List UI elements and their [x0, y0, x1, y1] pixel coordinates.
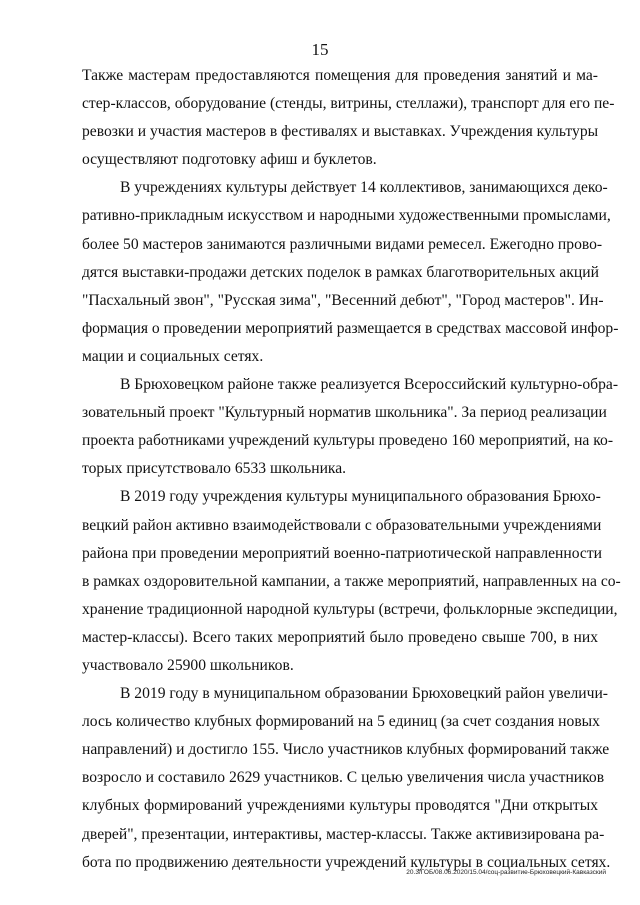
text-line: В 2019 году учреждения культуры муниципального образования Брюхо- — [120, 488, 601, 506]
text-line: дятся выставки-продажи детских поделок в рамках благотворительных акций — [82, 263, 599, 281]
text-line: района при проведении мероприятий военно-патриотической направленности — [82, 544, 603, 562]
text-line: участвовало 25900 школьников. — [82, 656, 294, 674]
text-line: дверей", презентации, интерактивы, мастер-классы. Также активизирована ра- — [82, 825, 605, 843]
text-line: более 50 мастеров занимаются различными видами ремесел. Ежегодно прово- — [82, 235, 603, 253]
text-line: Также мастерам предоставляются помещения для проведения занятий и ма- — [82, 67, 598, 84]
text-line: зовательный проект "Культурный норматив школьника". За период реализации — [82, 404, 607, 422]
text-line: проекта работниками учреждений культуры проведено 160 мероприятий, на ко- — [82, 432, 614, 450]
paragraph — [82, 371, 619, 483]
text-line: В 2019 году в муниципальном образовании Брюховецкий район увеличи- — [120, 685, 609, 703]
text-line: "Пасхальный звон", "Русская зима", "Весенний дебют", "Город мастеров". Ин- — [82, 291, 604, 309]
paragraph — [82, 680, 611, 877]
paragraph — [82, 174, 619, 371]
text-line: бота по продвижению деятельности учреждений культуры в социальных сетях. — [82, 853, 611, 871]
paragraph — [82, 62, 615, 174]
text-line: возросло и составило 2629 участников. С целью увеличения числа участников — [82, 769, 605, 787]
text-line: клубных формирований учреждениями культуры проводятся "Дни открытых — [82, 797, 598, 815]
text-line: В учреждениях культуры действует 14 коллективов, занимающихся деко- — [120, 179, 608, 197]
text-line: стер-классов, оборудование (стенды, витрины, стеллажи), транспорт для его пе- — [82, 95, 615, 113]
paragraph — [82, 483, 621, 680]
text-line: мастер-классы). Всего таких мероприятий было проведено свыше 700, в них — [82, 628, 598, 646]
text-line: осуществляют подготовку афиш и буклетов. — [82, 151, 377, 169]
text-line: направлений) и достигло 155. Число участников клубных формирований также — [82, 741, 610, 759]
document-body — [82, 62, 621, 877]
text-line: формация о проведении мероприятий размещается в средствах массовой инфор- — [82, 319, 619, 337]
text-line: ревозки и участия мастеров в фестивалях и выставках. Учреждения культуры — [82, 123, 599, 141]
page-number: 15 — [311, 40, 329, 59]
text-line: вецкий район активно взаимодействовали с образовательными учреждениями — [82, 516, 602, 534]
text-line: лось количество клубных формирований на 5 единиц (за счет создания новых — [82, 713, 600, 731]
text-line: хранение традиционной народной культуры (встречи, фольклорные экспедиции, — [82, 600, 618, 618]
text-line: ративно-прикладным искусством и народными художественными промыслами, — [82, 207, 611, 225]
text-line: торых присутствовало 6533 школьника. — [82, 460, 347, 478]
text-line: в рамках оздоровительной кампании, а также мероприятий, направленных на со- — [82, 572, 621, 590]
text-line: В Брюховецком районе также реализуется Всероссийский культурно-обра- — [120, 376, 619, 394]
document-footer-stamp: 20.3/ГОБ/08.06.2020/15.04/соц-развитие-Брюховецкий-Кавказский — [406, 869, 606, 876]
text-line: мации и социальных сетях. — [82, 347, 264, 365]
